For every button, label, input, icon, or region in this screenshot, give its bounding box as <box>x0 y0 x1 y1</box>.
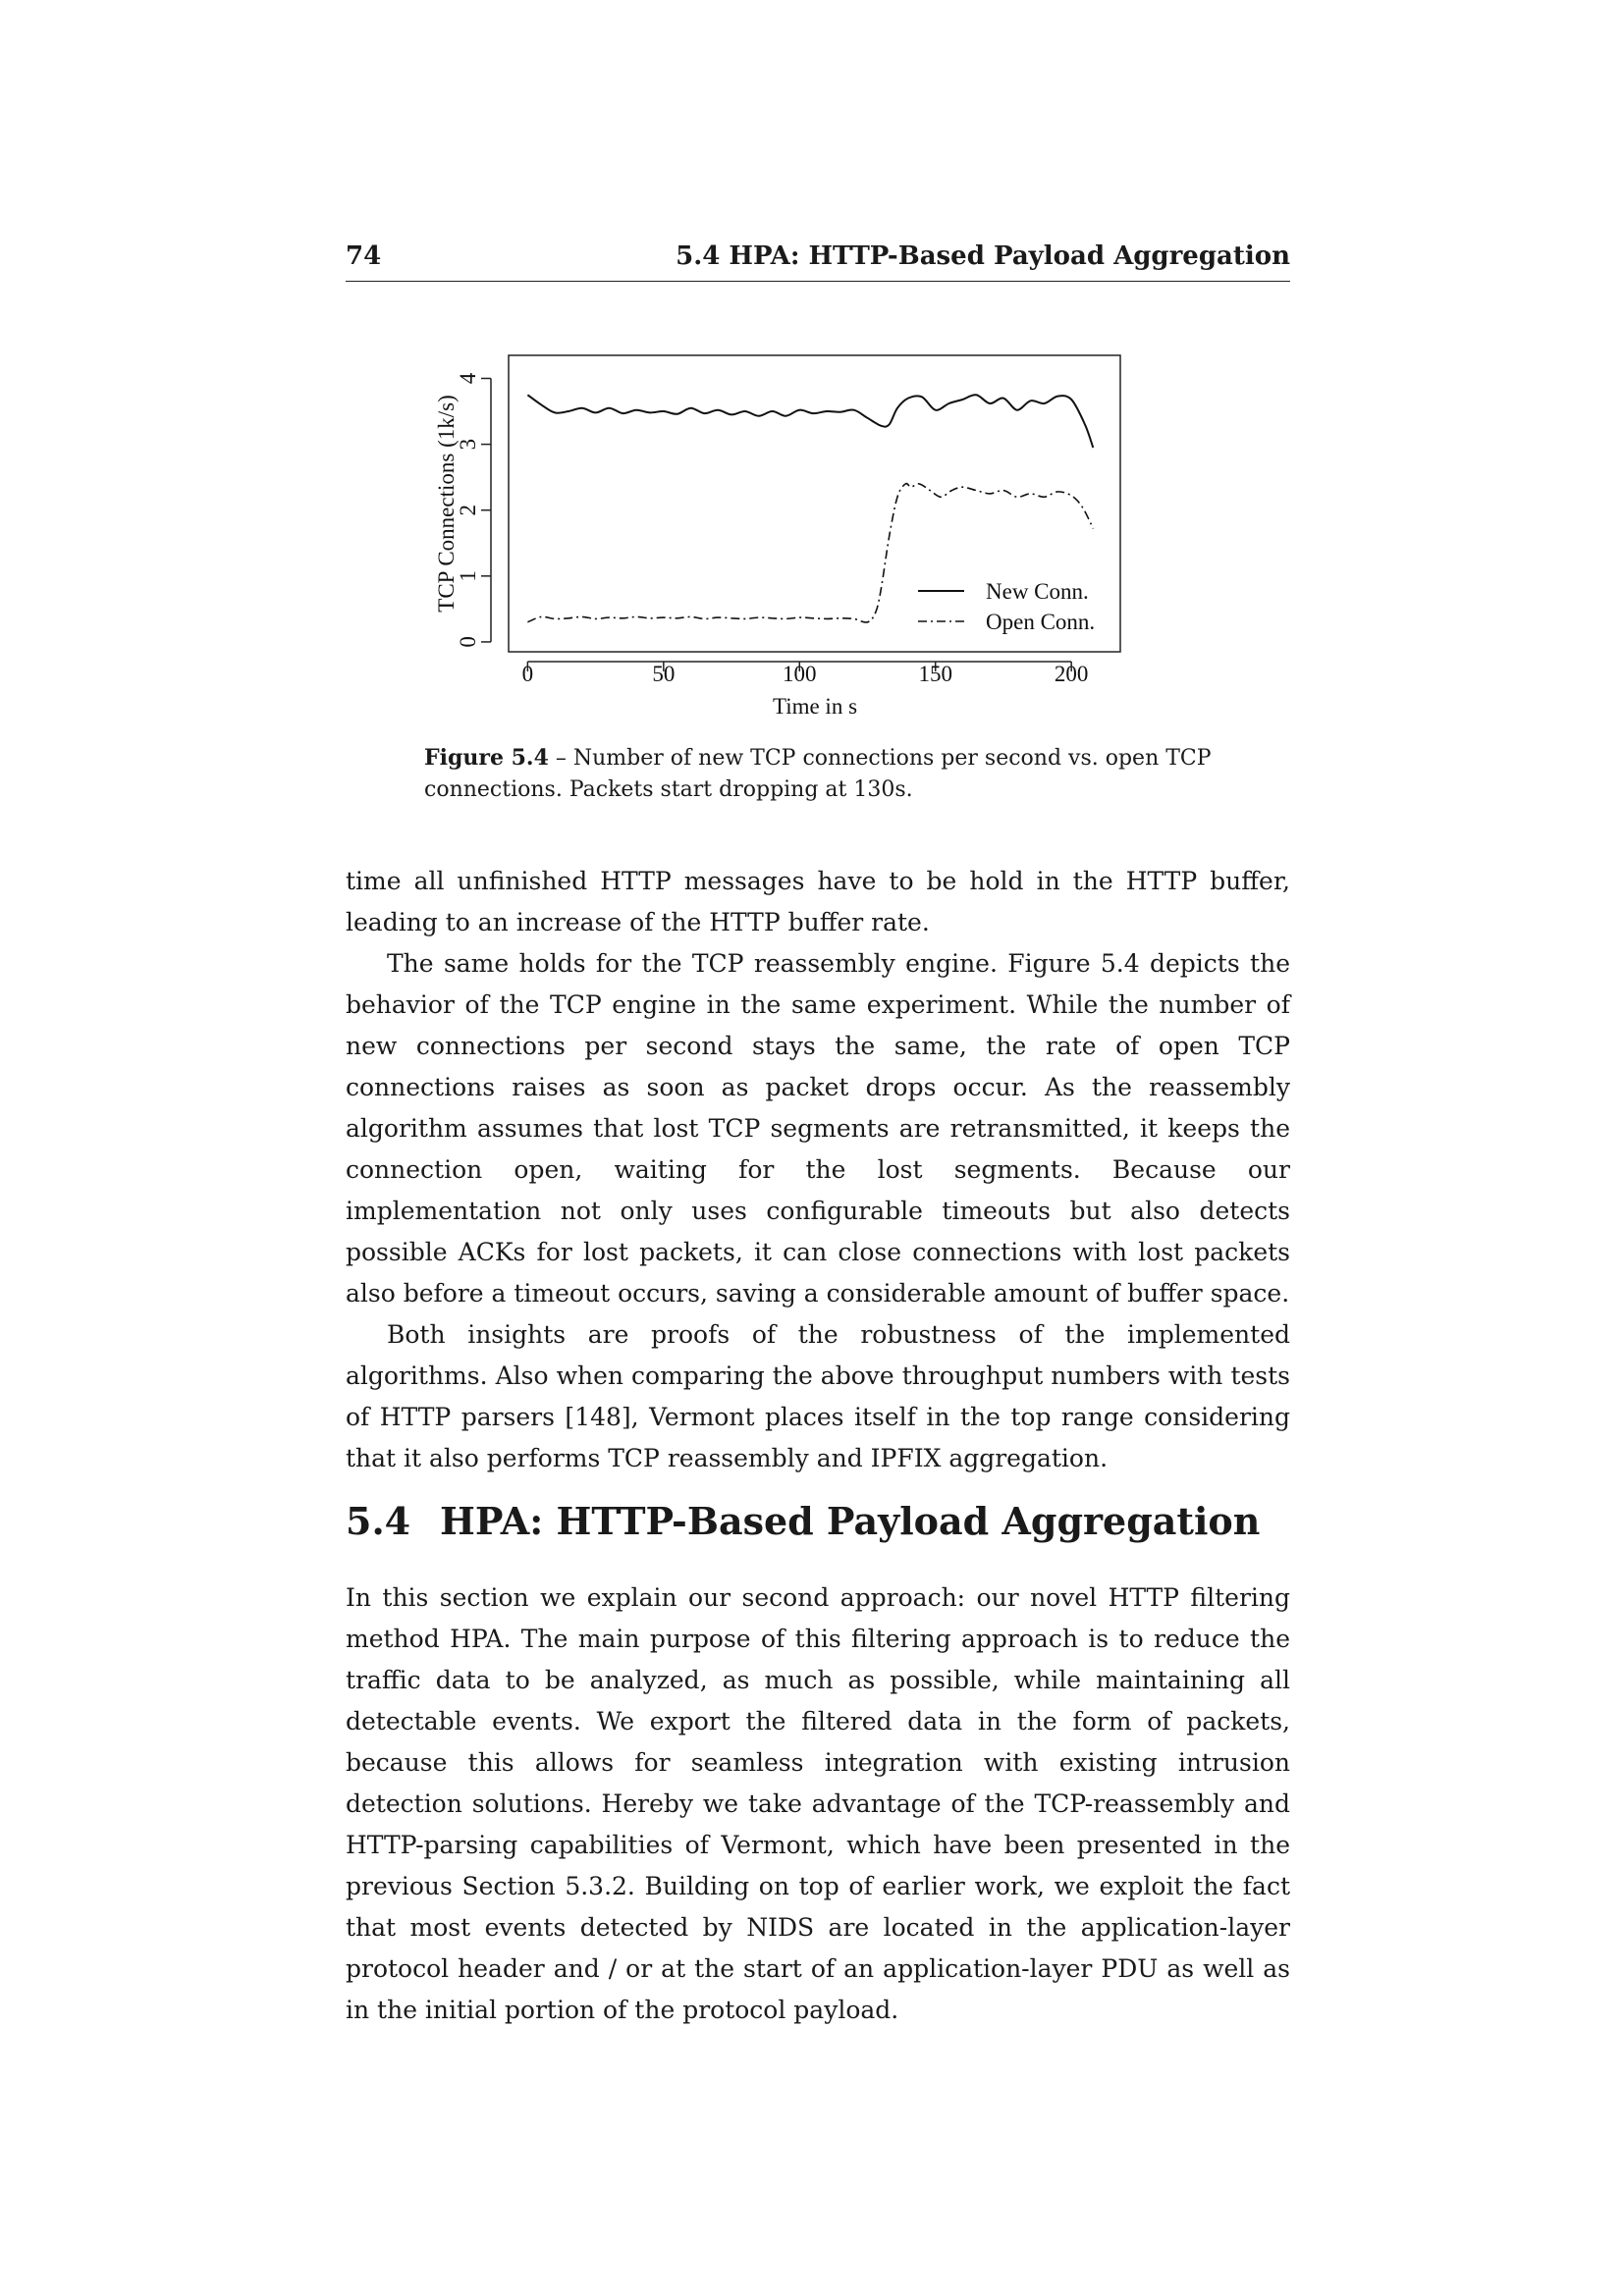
section-paragraph: In this section we explain our second approach: our novel HTTP filtering method HPA. The main purpose of this filtering approach is to reduce the traffic data to be analyzed, as much as possible, while maintaining all detectable events. We export the filtered data in the form of packets, because this allows for seamless integration with existing intrusion detection solutions. Hereby we take advantage of the TCP-reassembly and HTTP-parsing capabilities of Vermont, which have been presented in the previous Section 5.3.2. Building on top of earlier work, we exploit the fact that most events detected by NIDS are located in the application-layer protocol header and / or at the start of an application-layer PDU as well as in the initial portion of the protocol payload. <box>346 1583 1290 2024</box>
x-tick-label: 0 <box>521 662 534 686</box>
y-tick-label: 3 <box>456 438 480 451</box>
x-tick-label: 100 <box>783 662 817 686</box>
legend-new-conn-label: New Conn. <box>986 579 1089 604</box>
y-tick-label: 1 <box>456 570 480 582</box>
y-axis <box>456 372 491 647</box>
y-axis-label: TCP Connections (1k/s) <box>434 395 459 613</box>
running-head-title: 5.4 HPA: HTTP-Based Payload Aggregation <box>676 241 1290 271</box>
x-tick-label: 150 <box>918 662 952 686</box>
page-number: 74 <box>346 241 382 271</box>
figure-caption <box>424 742 1221 806</box>
y-tick-label: 4 <box>456 372 480 385</box>
paragraph-3: Both insights are proofs of the robustness of the implemented algorithms. Also when comparing the above throughput numbers with tests of HTTP parsers [148], Vermont places itself in the top range considering that it also performs TCP reassembly and IPFIX aggregation. <box>346 1320 1290 1472</box>
paragraph-2: The same holds for the TCP reassembly engine. Figure 5.4 depicts the behavior of the TCP engine in the same experiment. While the number of new connections per second stays the same, the rate of open TCP connections raises as soon as packet drops occur. As the reassembly algorithm assumes that lost TCP segments are retransmitted, it keeps the connection open, waiting for the lost segments. Because our implementation not only uses configurable timeouts but also detects possible ACKs for lost packets, it can close connections with lost packets also before a timeout occurs, saving a considerable amount of buffer space. <box>346 949 1290 1308</box>
section-title: HPA: HTTP-Based Payload Aggregation <box>440 1499 1261 1543</box>
y-tick-label: 2 <box>456 504 480 516</box>
section-number: 5.4 <box>346 1499 411 1543</box>
section-body <box>346 1577 1290 2031</box>
body-text <box>346 861 1290 1479</box>
y-tick-label: 0 <box>456 636 480 648</box>
section-heading <box>346 1497 1290 1546</box>
legend-open-conn-label: Open Conn. <box>986 610 1096 634</box>
x-axis <box>522 662 1089 686</box>
running-head <box>346 241 1290 282</box>
series-line-new-conn <box>527 395 1093 448</box>
paragraph-1: time all unfinished HTTP messages have to be hold in the HTTP buffer, leading to an increase of the HTTP buffer rate. <box>346 867 1290 936</box>
x-tick-label: 200 <box>1054 662 1089 686</box>
legend <box>918 579 1095 634</box>
plot-frame <box>509 355 1120 652</box>
figure-caption-label: Figure 5.4 <box>424 745 549 771</box>
figure-5-4 <box>422 339 1247 731</box>
figure-caption-text: – Number of new TCP connections per second vs. open TCP connections. Packets start dropping at 130s. <box>424 746 1212 802</box>
tcp-connections-chart <box>422 339 1247 731</box>
x-axis-label: Time in s <box>772 694 858 719</box>
x-tick-label: 50 <box>652 662 676 686</box>
